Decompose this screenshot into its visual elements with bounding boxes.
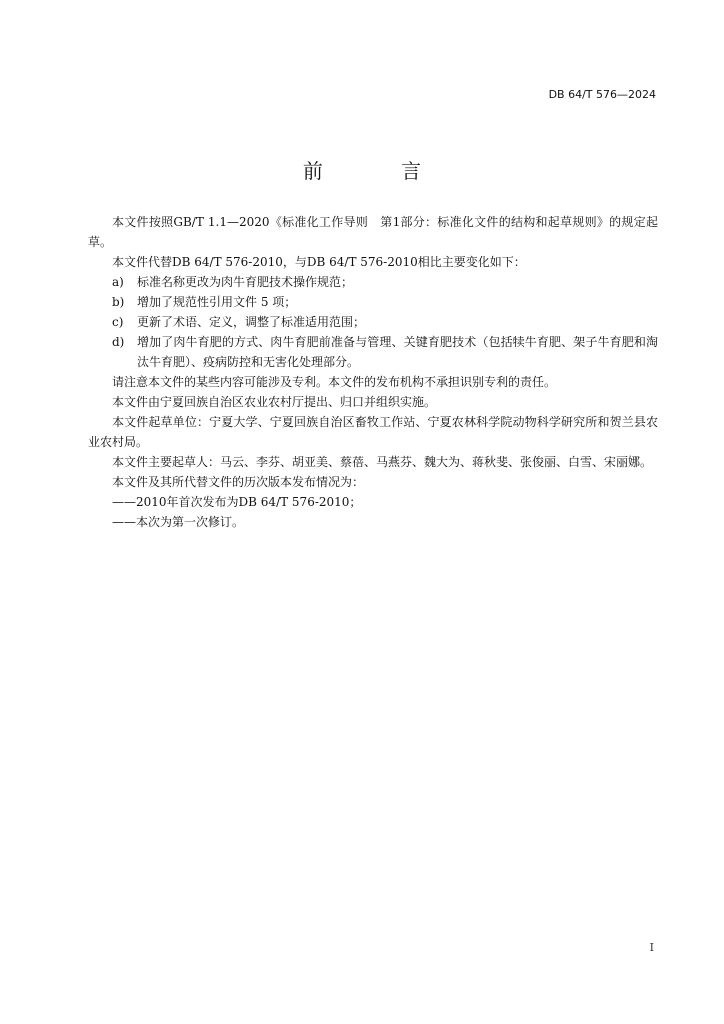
list-item-text: 标准名称更改为肉牛育肥技术操作规范； [137, 275, 354, 289]
list-marker: c) [112, 315, 124, 329]
list-marker: a) [112, 275, 124, 289]
list-item-text: 增加了规范性引用文件 5 项； [137, 295, 297, 309]
list-marker: b) [112, 295, 125, 309]
document-body [88, 212, 658, 532]
list-marker: d) [112, 335, 125, 349]
paragraph: 本文件按照GB/T 1.1—2020《标准化工作导则 第1部分：标准化文件的结构和起草规则》的规定起草。 [88, 215, 658, 249]
list-item [88, 332, 658, 372]
document-code: DB 64/T 576—2024 [548, 88, 656, 101]
paragraph: 本文件及其所代替文件的历次版本发布情况为： [112, 475, 365, 489]
list-item [88, 272, 658, 292]
paragraph: 本文件由宁夏回族自治区农业农村厅提出、归口并组织实施。 [112, 395, 437, 409]
list-item [88, 312, 658, 332]
paragraph: 本文件起草单位：宁夏大学、宁夏回族自治区畜牧工作站、宁夏农林科学院动物科学研究所和贺兰县农业农村局。 [88, 415, 658, 449]
page-title: 前 言 [302, 159, 458, 183]
paragraph: 请注意本文件的某些内容可能涉及专利。本文件的发布机构不承担识别专利的责任。 [112, 375, 557, 389]
list-item-text: 增加了肉牛育肥的方式、肉牛育肥前准备与管理、关键育肥技术（包括犊牛育肥、架子牛育肥和淘汰牛育肥）、疫病防控和无害化处理部分。 [137, 335, 658, 369]
list-item-text: 更新了术语、定义，调整了标准适用范围； [137, 315, 366, 329]
history-line: ——本次为第一次修订。 [112, 515, 245, 529]
paragraph: 本文件代替DB 64/T 576-2010，与DB 64/T 576-2010相比主要变化如下： [112, 255, 526, 269]
paragraph: 本文件主要起草人：马云、李芬、胡亚美、蔡蓓、马燕芬、魏大为、蒋秋斐、张俊丽、白雪、宋丽娜。 [112, 455, 653, 469]
history-line: ——2010年首次发布为DB 64/T 576-2010； [112, 495, 362, 509]
list-item [88, 292, 658, 312]
page-number: I [649, 941, 654, 954]
